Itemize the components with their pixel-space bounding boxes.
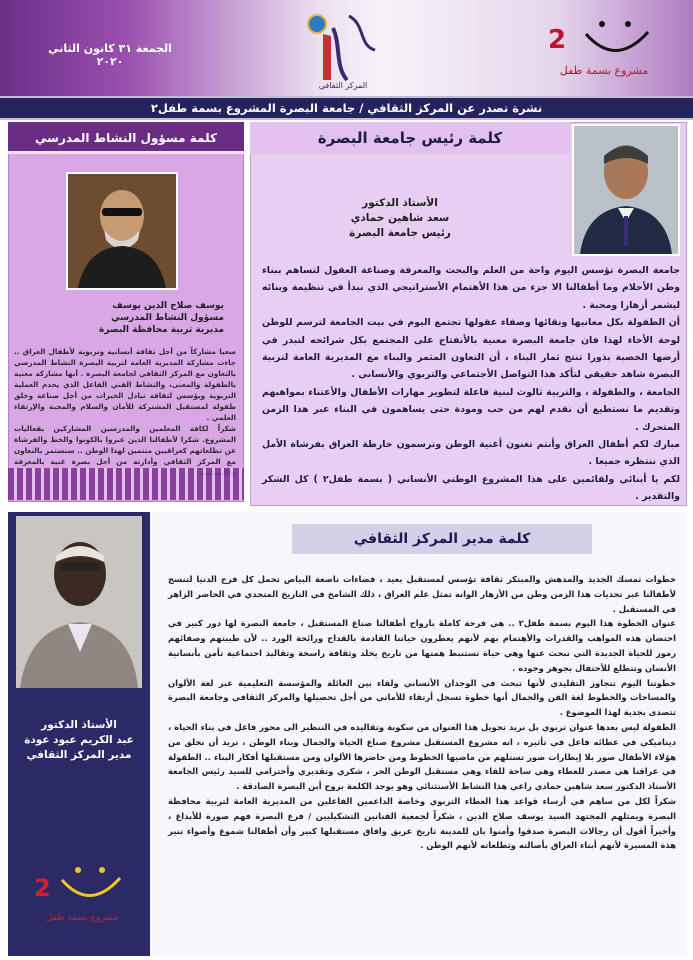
university-president-text (262, 262, 680, 506)
svg-text:2: 2 (548, 25, 567, 55)
paragraph: خطوتنا اليوم تتجاوز التقليدي لأنها تبحث في الوجدان الأنساني ولقاء بين العائلة والمؤسسة التعليمية عبر لغة الألوان والمساحات والخطوط لغة الفن والجمال أنها خطوة تسجل أرتقاء للأماني من أجل تحصيلها والمركز الثقافي وجامعة البصرة تتصدى بجدية لهذا الموضوع . (168, 677, 676, 718)
university-president-photo (572, 124, 680, 256)
center-logo-text: المركز الثقافي (318, 81, 368, 90)
caption-line: مدير المركز الثقافي (26, 749, 132, 761)
title-line: سعد شاهين حمادي (350, 212, 450, 224)
cultural-center-logo (295, 6, 395, 90)
issue-date: الجمعة ٣١ كانون الثاني ٢٠٢٠ (48, 42, 172, 68)
svg-text:2: 2 (34, 874, 51, 902)
project-logo-text: مشروع بسمة طفل (559, 64, 649, 77)
paragraph: الجامعة ، والطفولة ، والتربية ثالوث لبنية فاعلة لتطوير مهارات الأطفال والأعتناء بمواهبهم وتقديم ما نستطيع أن نقدم لهم من حب ومودة حتى يساهمون في البناء عبر هذا الزمن المتحرك . (262, 386, 680, 433)
paragraph: الطفولة ليس بعدها عنوان تربوي بل نريد تحويل هذا العنوان من سكونة وتقاليده في التنظير الى محور فاعل في بناء الحياة ، ديناميكي في عطائه فاعل في تأثيره ، انه مشروع المستقبل مشروع صناع الحياة والجمال وبناء الوطن ، نريد أن نخلق من هؤلاء الأطفال صور بلا إيطارات صور تستلهم من ماضيها الخطوط ومن حاضرها الألوان ومن مستقبلها أفكار البناء .. الطفولة في عراقنا هي مصدر للعطاء وهي ساحة للقاء وهي مستقبل الوطن الحر ، شكري وتقديري وأحترامي للسيد رئيس الجامعة الأستاذ الدكتور سعد شاهين حمادي راعي هذا النشاط الأستثنائي وهو يوحد الكلمة بروح أبن البصرة الصادقة . (168, 721, 676, 792)
caption-line: عبد الكريم عبود عودة (24, 734, 134, 746)
director-text (168, 572, 676, 853)
paragraph: مبارك لكم أطفال العراق وأنتم تغنون أغنية الوطن وترسمون خارطة العراق بفرشاة الأمل الذي ننتظره جميعا . (262, 439, 680, 468)
activity-officer-photo (66, 172, 178, 290)
paragraph: خطوات تمسك الجديد والمدهش والمبتكر ثقافة تؤسس لمستقبل بعيد ، فضاءات ناصعة البياض تحمل كل فرح الدنيا لتنسج لأطفالنا عبر تحديات هذا الزمن وطن من الأزهار الوانه تمثل علم العراق ، ذلك الشامخ في التاريخ المتحدي في الحاضر الزاهر في المستقبل . (168, 574, 676, 614)
paragraph: سعيا مشاركاً من أجل ثقافة أنسانية وتربوية لأطفال العراق .. جاءت مشاركة المديرية العامة لتربية البصرة النشاط المدرسي بالتعاون مع المركز الثقافي لجامعة البصرة . أنها مشاركة معنية بالطفولة والمعنى، والنشاط الفني الفاعل الذي يخدم العملية التربوية ويؤسس لثقافة تبادل الخبرات من أجل صناعة وخلق طفولة لمستقبل المشتركة للأمان والسلام والمحبة والإرتقاء العلمي . (14, 347, 236, 422)
paragraph: لكم يا أبنائي ولقائمين على هذا المشروع الوطني الأنساني ( بسمة طفل٢ ) كل الشكر والتقدير . (262, 473, 680, 503)
project-smile-logo-small (28, 850, 128, 928)
paragraph: جامعة البصرة تؤسس اليوم واحة من العلم والبحث والمعرفة وصناعة العقول لتساهم ببناء وطن الأحلام وما أطفالنا الا جزء من هذا الأهتمام الأستراتيجي الذي نبدأ في تنظيمة وبنائه ليشمر أزهارا ومحبة . (262, 265, 680, 311)
director-heading: كلمة مدير المركز الثقافي (292, 524, 592, 554)
paragraph: شكراً لكافة المعلمين والمدرسين المشاركين بفعاليات المشروع. شكرا لأطفالنا الذين عبروا بالكونوا والخط والفرشاة عن تطلعاتهم كعراقيين منتمين لهذا الوطن .. سنستمر بالتعاون مع المركز الثقافي وأدارته من أجل بصرة غنية بالمعرفة (14, 424, 236, 466)
paragraph: عنوان الخطوة هذا اليوم بسمة طفل٢ .. هي فرحة كاملة بارواح أطفالنا صناع المستقبل ، جامعة البصرة لها دور كبير في احتضان هذه المواهب والقدرات والأهتمام بهم لأنهم يعطرون حياتنا القادمة بالقداح ورائحة الورد .. لأن طيبتهم وصفائهم رموز للحياة الجديدة التي نبحث عنها وهي حياة تستنبط همتها من تاريخ يخلد وثقافة راسخة وتقاليد اجتماعية تأمن بأنسانية الأنسان وتتطلع للأحتفال بجوهر وجوده . (168, 618, 676, 673)
paragraph: شكراً لكل من ساهم في أرساء قواعد هذا العطاء التربوي وخاصة الداعمين الفاعلين من المديرية العامة لتربية محافظة البصرة ويمثلهم المجتهد السيد يوسف صلاح الدين ، شكراً لجمعية الفنانين التشكيليين / فرع البصرة فهم صورة للأبداع ، وأخيراً أقول أن رجالات البصرة صدقوا وأمنوا بان للمدينة تاريخ عريق وافاق مستقبلها كبير وأن أطفالنا شموع وأضواء تنير هذة المسيرة لأنهم أبناء العراق بأصالته وتطلعاته لأنهم الوطن . (168, 795, 676, 851)
caption-line: يوسف صلاح الدين يوسف (112, 301, 224, 311)
newsletter-ticker: نشرة تصدر عن المركز الثقافي / جامعة البصرة المشروع بسمة طفل٢ (0, 96, 693, 120)
director-photo (16, 516, 142, 688)
caption-line: الأستاذ الدكتور (41, 719, 117, 731)
small-logo-text: مشروع بسمة طفل (45, 913, 119, 923)
caption-line: مديرية تربية محافظة البصرة (99, 325, 224, 335)
paragraph: أن الطفولة بكل معانيها ونقائها وصفاء عقولها تجتمع اليوم في بيت الجامعة لترسم للوطن لوحة الأخاء لهذا فان جامعة البصرة معنية بالأنفتاح على المجتمع بكل شرائحه لتبدر في أرضها الخصبة بذورا تنتج ثمار البناء ، أن التعاون المثمر والبناء مع المديرية العامة لتربية البصرة شاهد حقيقي لتأكد هذا التواصل الأجتماعي والتربوي والأنساني . (262, 317, 680, 381)
director-caption (12, 718, 146, 763)
project-smile-logo (530, 8, 660, 84)
activity-officer-caption (14, 300, 224, 336)
activity-officer-heading: كلمة مسؤول النشاط المدرسي (8, 122, 244, 154)
activity-officer-text (14, 346, 236, 478)
title-line: رئيس جامعة البصرة (349, 227, 451, 239)
caption-line: مسؤول النشاط المدرسي (111, 313, 224, 323)
decorative-pattern (8, 468, 244, 500)
university-president-heading: كلمة رئيس جامعة البصرة (250, 122, 570, 154)
title-line: الأستاذ الدكتور (362, 197, 438, 209)
university-president-title (300, 196, 500, 241)
